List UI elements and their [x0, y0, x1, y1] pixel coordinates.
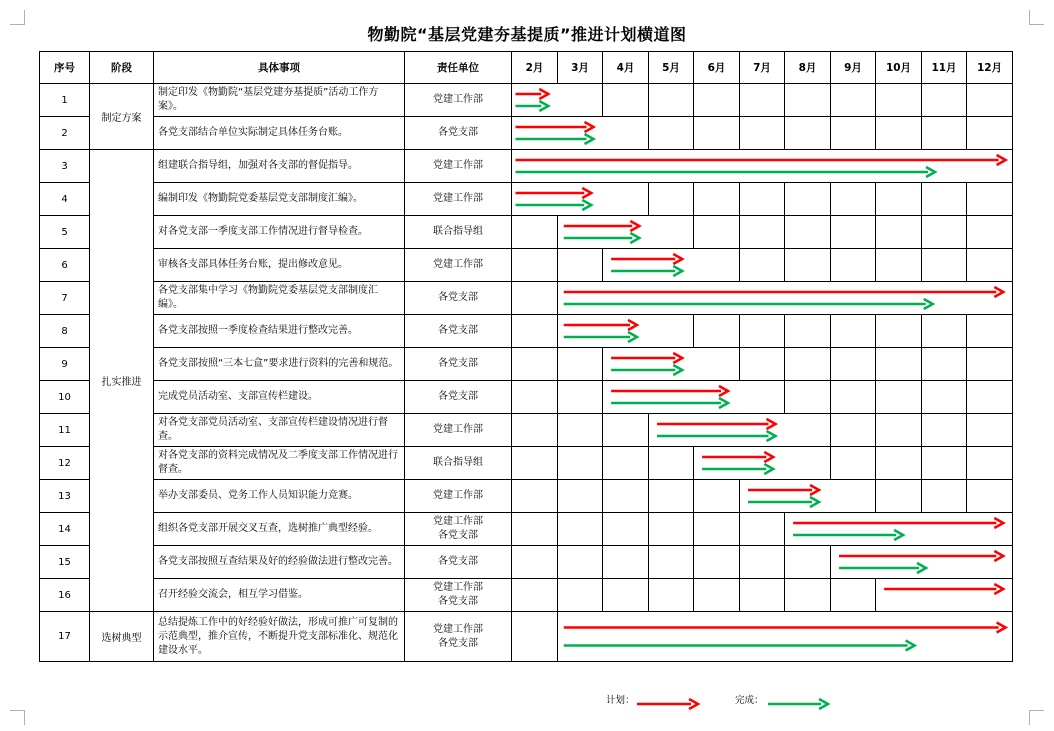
row-number: 7: [40, 282, 90, 315]
month-cell: [740, 348, 785, 381]
task-description: 组织各党支部开展交叉互查，选树推广典型经验。: [154, 513, 405, 546]
month-cell: [512, 579, 558, 612]
table-row: [40, 381, 1013, 414]
row-number: 10: [40, 381, 90, 414]
month-cell: [876, 183, 922, 216]
table-row: [40, 546, 1013, 579]
month-cell: [967, 381, 1013, 414]
month-cell: [922, 480, 967, 513]
month-cell: [740, 216, 785, 249]
header-month: 6月: [694, 52, 740, 84]
header-month: 9月: [831, 52, 876, 84]
month-cell: [967, 249, 1013, 282]
month-cell: [603, 546, 649, 579]
task-description: 各党支部按照互查结果及好的经验做法进行整改完善。: [154, 546, 405, 579]
responsible-unit-line: 党建工作部: [433, 193, 483, 204]
responsible-unit-line: 联合指导组: [433, 226, 483, 237]
row-number: 14: [40, 513, 90, 546]
month-cell: [785, 546, 831, 579]
month-cell: [785, 84, 831, 117]
responsible-unit: [405, 84, 512, 117]
month-cell: [512, 447, 558, 480]
row-number: 3: [40, 150, 90, 183]
month-cell: [876, 348, 922, 381]
month-cell: [876, 480, 922, 513]
month-cell: [922, 183, 967, 216]
month-cell: [694, 579, 740, 612]
month-cell: [558, 381, 603, 414]
responsible-unit-line: 党建工作部: [433, 160, 483, 171]
month-cell: [694, 480, 740, 513]
responsible-unit-line: 各党支部: [438, 556, 478, 567]
task-description: 总结提炼工作中的好经验好做法，形成可推广可复制的示范典型，推介宣传，不断提升党支部标准化、规范化建设水平。: [154, 612, 405, 662]
month-span-cell: [558, 612, 1013, 662]
responsible-unit-line: 党建工作部: [433, 490, 483, 501]
month-cell: [512, 348, 558, 381]
month-cell: [831, 348, 876, 381]
task-description: 各党支部结合单位实际制定具体任务台账。: [154, 117, 405, 150]
responsible-unit-line: 党建工作部: [433, 94, 483, 105]
month-cell: [694, 183, 740, 216]
responsible-unit-line: 党建工作部: [433, 582, 483, 593]
corner-mark-bottom-left: [10, 710, 25, 725]
table-row: [40, 183, 1013, 216]
month-cell: [785, 117, 831, 150]
legend-done-label: 完成：: [735, 695, 764, 706]
month-span-cell: [603, 348, 740, 381]
row-number: 17: [40, 612, 90, 662]
task-description: 对各党支部党员活动室、支部宣传栏建设情况进行督查。: [154, 414, 405, 447]
month-cell: [967, 447, 1013, 480]
responsible-unit: [405, 381, 512, 414]
month-cell: [831, 84, 876, 117]
month-span-cell: [512, 183, 649, 216]
legend-done-arrow: [768, 699, 828, 709]
month-cell: [785, 216, 831, 249]
month-cell: [512, 381, 558, 414]
responsible-unit: [405, 546, 512, 579]
month-cell: [785, 348, 831, 381]
month-cell: [694, 216, 740, 249]
month-cell: [558, 480, 603, 513]
month-span-cell: [558, 315, 694, 348]
row-number: 13: [40, 480, 90, 513]
month-cell: [831, 183, 876, 216]
month-cell: [922, 348, 967, 381]
month-cell: [649, 513, 694, 546]
month-cell: [740, 117, 785, 150]
month-cell: [967, 183, 1013, 216]
month-cell: [512, 315, 558, 348]
month-span-cell: [694, 447, 831, 480]
task-description: 举办支部委员、党务工作人员知识能力竞赛。: [154, 480, 405, 513]
responsible-unit-line: 各党支部: [438, 637, 478, 649]
header-stage: 阶段: [90, 52, 154, 84]
header-month: 10月: [876, 52, 922, 84]
month-cell: [694, 546, 740, 579]
month-cell: [967, 216, 1013, 249]
table-row: [40, 513, 1013, 546]
responsible-unit: [405, 282, 512, 315]
responsible-unit-line: 党建工作部: [433, 516, 483, 527]
month-cell: [649, 546, 694, 579]
responsible-unit-line: 各党支部: [438, 292, 478, 303]
header-month: 4月: [603, 52, 649, 84]
responsible-unit: [405, 348, 512, 381]
responsible-unit-line: 联合指导组: [433, 457, 483, 468]
responsible-unit: [405, 612, 512, 662]
month-cell: [831, 315, 876, 348]
table-row: [40, 480, 1013, 513]
table-row: [40, 117, 1013, 150]
month-cell: [922, 315, 967, 348]
table-row: [40, 216, 1013, 249]
month-cell: [785, 249, 831, 282]
responsible-unit: [405, 579, 512, 612]
task-description: 对各党支部一季度支部工作情况进行督导检查。: [154, 216, 405, 249]
month-cell: [831, 579, 876, 612]
header-month: 3月: [558, 52, 603, 84]
month-span-cell: [512, 117, 649, 150]
table-row: [40, 414, 1013, 447]
month-cell: [512, 546, 558, 579]
month-cell: [649, 579, 694, 612]
month-cell: [967, 117, 1013, 150]
month-cell: [512, 216, 558, 249]
month-cell: [785, 381, 831, 414]
task-description: 完成党员活动室、支部宣传栏建设。: [154, 381, 405, 414]
month-cell: [831, 216, 876, 249]
month-span-cell: [558, 216, 694, 249]
task-description: 各党支部按照一季度检查结果进行整改完善。: [154, 315, 405, 348]
responsible-unit: [405, 117, 512, 150]
month-cell: [967, 414, 1013, 447]
row-number: 11: [40, 414, 90, 447]
responsible-unit: [405, 249, 512, 282]
month-cell: [603, 480, 649, 513]
header-month: 12月: [967, 52, 1013, 84]
month-cell: [740, 183, 785, 216]
table-row: [40, 447, 1013, 480]
task-description: 召开经验交流会，相互学习借鉴。: [154, 579, 405, 612]
responsible-unit-line: 各党支部: [438, 358, 478, 369]
table-row: [40, 612, 1013, 662]
task-description: 组建联合指导组，加强对各支部的督促指导。: [154, 150, 405, 183]
responsible-unit: [405, 414, 512, 447]
month-cell: [603, 84, 649, 117]
month-cell: [740, 315, 785, 348]
month-cell: [512, 480, 558, 513]
month-cell: [831, 249, 876, 282]
month-span-cell: [512, 84, 603, 117]
month-cell: [558, 447, 603, 480]
table-row: [40, 249, 1013, 282]
responsible-unit-line: 各党支部: [438, 530, 478, 541]
row-number: 9: [40, 348, 90, 381]
responsible-unit: [405, 183, 512, 216]
month-cell: [558, 414, 603, 447]
month-cell: [694, 315, 740, 348]
month-cell: [876, 447, 922, 480]
table-row: [40, 84, 1013, 117]
table-row: [40, 282, 1013, 315]
month-cell: [649, 183, 694, 216]
responsible-unit-line: 党建工作部: [433, 259, 483, 270]
responsible-unit: [405, 150, 512, 183]
responsible-unit-line: 各党支部: [438, 325, 478, 336]
month-cell: [694, 117, 740, 150]
task-description: 对各党支部的资料完成情况及二季度支部工作情况进行督查。: [154, 447, 405, 480]
responsible-unit-line: 党建工作部: [433, 424, 483, 435]
task-description: 制定印发《物勤院“基层党建夯基提质”活动工作方案》。: [154, 84, 405, 117]
month-cell: [876, 249, 922, 282]
month-cell: [740, 513, 785, 546]
row-number: 8: [40, 315, 90, 348]
task-description: 各党支部按照“三本七盒”要求进行资料的完善和规范。: [154, 348, 405, 381]
row-number: 5: [40, 216, 90, 249]
month-cell: [558, 249, 603, 282]
month-cell: [922, 381, 967, 414]
row-number: 12: [40, 447, 90, 480]
month-cell: [603, 579, 649, 612]
month-span-cell: [831, 546, 1013, 579]
month-cell: [558, 513, 603, 546]
month-span-cell: [603, 381, 785, 414]
gantt-table: [39, 51, 1013, 662]
stage-label: 选树典型: [90, 612, 154, 662]
stage-label: 扎实推进: [90, 150, 154, 612]
responsible-unit: [405, 216, 512, 249]
month-cell: [512, 249, 558, 282]
row-number: 15: [40, 546, 90, 579]
header-task: 具体事项: [154, 52, 405, 84]
legend-plan-arrow: [637, 699, 698, 709]
month-cell: [603, 447, 649, 480]
month-span-cell: [558, 282, 1013, 315]
month-cell: [649, 447, 694, 480]
month-cell: [649, 480, 694, 513]
responsible-unit-line: 各党支部: [438, 391, 478, 402]
month-cell: [694, 84, 740, 117]
month-cell: [831, 447, 876, 480]
month-cell: [876, 216, 922, 249]
responsible-unit: [405, 513, 512, 546]
table-row: [40, 315, 1013, 348]
month-cell: [603, 414, 649, 447]
header-no: 序号: [40, 52, 90, 84]
month-cell: [922, 447, 967, 480]
row-number: 1: [40, 84, 90, 117]
month-cell: [694, 513, 740, 546]
month-cell: [649, 117, 694, 150]
month-cell: [876, 84, 922, 117]
month-cell: [785, 183, 831, 216]
month-cell: [558, 348, 603, 381]
month-cell: [649, 84, 694, 117]
task-description: 审核各支部具体任务台账，提出修改意见。: [154, 249, 405, 282]
month-cell: [876, 381, 922, 414]
task-description: 各党支部集中学习《物勤院党委基层党支部制度汇编》。: [154, 282, 405, 315]
month-cell: [558, 579, 603, 612]
month-cell: [967, 84, 1013, 117]
month-cell: [512, 612, 558, 662]
month-cell: [603, 513, 649, 546]
month-cell: [740, 546, 785, 579]
month-cell: [785, 579, 831, 612]
month-cell: [831, 117, 876, 150]
row-number: 2: [40, 117, 90, 150]
corner-mark-bottom-right: [1029, 710, 1044, 725]
page-title: 物勤院“基层党建夯基提质”推进计划横道图: [367, 25, 687, 44]
table-row: [40, 348, 1013, 381]
month-cell: [558, 546, 603, 579]
row-number: 16: [40, 579, 90, 612]
month-span-cell: [740, 480, 876, 513]
month-span-cell: [603, 249, 740, 282]
responsible-unit-line: 党建工作部: [433, 623, 483, 635]
month-cell: [512, 513, 558, 546]
table-row: [40, 150, 1013, 183]
header-month: 5月: [649, 52, 694, 84]
month-cell: [831, 414, 876, 447]
month-span-cell: [876, 579, 1013, 612]
month-span-cell: [649, 414, 831, 447]
month-cell: [740, 84, 785, 117]
responsible-unit-line: 各党支部: [438, 596, 478, 607]
month-cell: [785, 315, 831, 348]
month-cell: [967, 348, 1013, 381]
responsible-unit: [405, 447, 512, 480]
month-cell: [831, 381, 876, 414]
month-cell: [876, 414, 922, 447]
month-span-cell: [512, 150, 1013, 183]
table-row: [40, 579, 1013, 612]
month-cell: [922, 249, 967, 282]
legend-plan-label: 计划：: [606, 695, 635, 706]
row-number: 4: [40, 183, 90, 216]
month-cell: [740, 579, 785, 612]
month-cell: [922, 414, 967, 447]
row-number: 6: [40, 249, 90, 282]
responsible-unit: [405, 315, 512, 348]
header-unit: 责任单位: [405, 52, 512, 84]
month-cell: [876, 315, 922, 348]
month-cell: [967, 315, 1013, 348]
month-cell: [512, 414, 558, 447]
month-cell: [740, 249, 785, 282]
header-row: [40, 52, 1013, 84]
header-month: 2月: [512, 52, 558, 84]
responsible-unit-line: 各党支部: [438, 127, 478, 138]
month-cell: [967, 480, 1013, 513]
header-month: 7月: [740, 52, 785, 84]
header-month: 8月: [785, 52, 831, 84]
task-description: 编制印发《物勤院党委基层党支部制度汇编》。: [154, 183, 405, 216]
month-cell: [922, 117, 967, 150]
month-span-cell: [785, 513, 1013, 546]
stage-label: 制定方案: [90, 84, 154, 150]
responsible-unit: [405, 480, 512, 513]
month-cell: [922, 216, 967, 249]
month-cell: [922, 84, 967, 117]
month-cell: [876, 117, 922, 150]
header-month: 11月: [922, 52, 967, 84]
month-cell: [512, 282, 558, 315]
